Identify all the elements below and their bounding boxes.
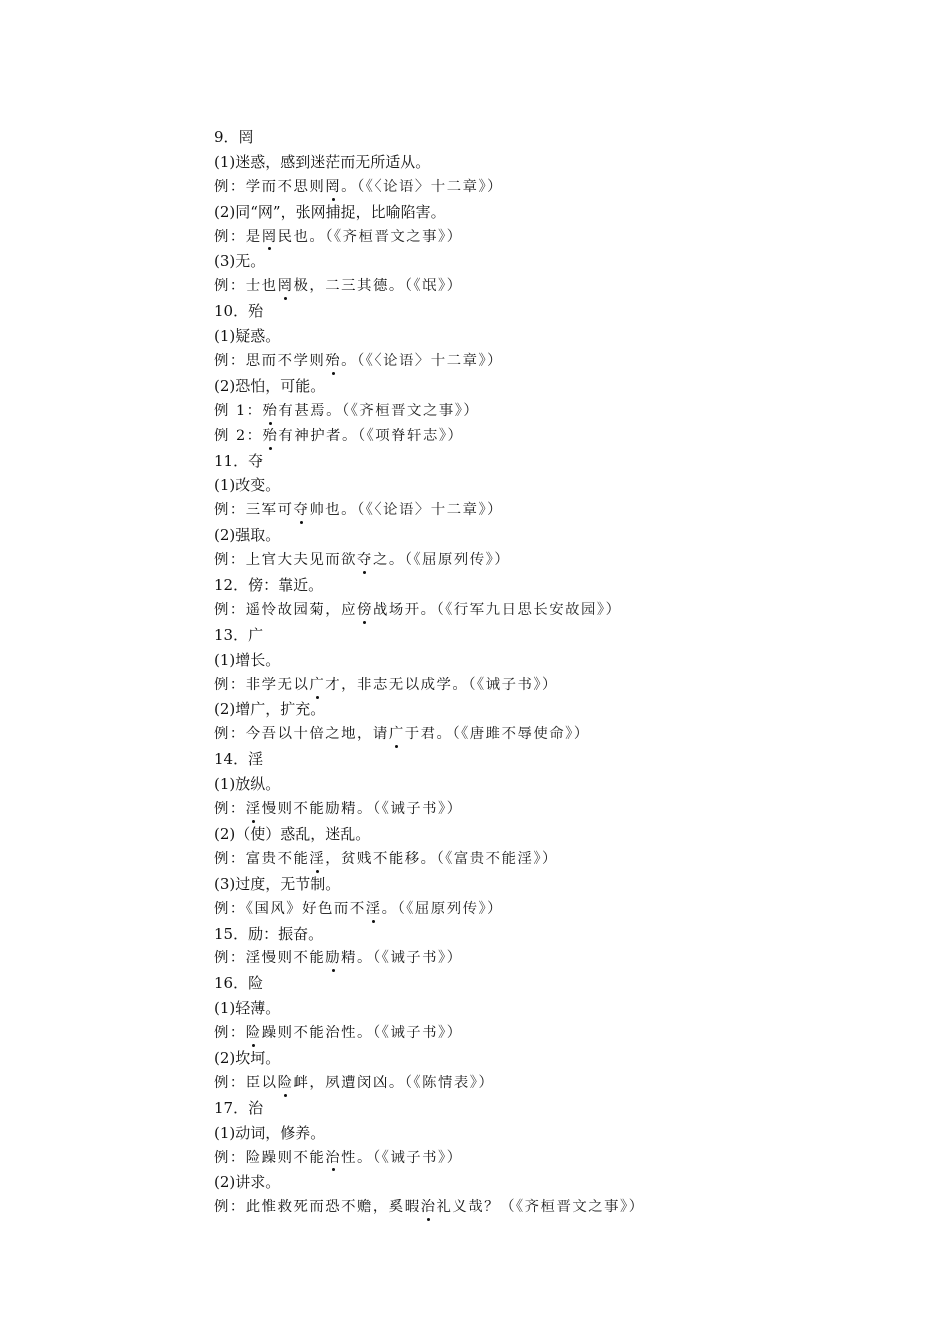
example-line — [214, 175, 914, 200]
example-text: 性。 — [341, 1149, 373, 1166]
example-text: 例： — [214, 801, 246, 818]
example-text: 例：富贵不能 — [214, 850, 310, 867]
definition-line: (1)放纵。 — [214, 775, 281, 794]
example-text: 例：险躁则不能 — [214, 1149, 326, 1166]
example-text: 例：三军可 — [214, 502, 294, 519]
emphasized-character: 罔 — [325, 175, 341, 200]
emphasized-character: 殆 — [325, 349, 341, 374]
example-text: 。 — [381, 900, 398, 917]
definition-line: (1)疑惑。 — [214, 327, 281, 346]
emphasized-character: 傍 — [357, 598, 373, 623]
definition-line: (2)坎坷。 — [214, 1048, 281, 1067]
example-text: 。 — [341, 353, 358, 370]
example-text: 例：遥怜故园菊，应 — [214, 601, 358, 618]
entry-heading: 11．夺 — [214, 451, 264, 470]
example-text: 衅，夙遭闵凶。 — [293, 1074, 405, 1091]
source-citation: （《诫子书》） — [372, 1025, 463, 1042]
example-text: 有甚焉。 — [278, 402, 342, 419]
example-line — [214, 897, 914, 922]
entry-heading: 17．治 — [214, 1098, 264, 1117]
example-text: 有神护者。 — [278, 427, 358, 444]
definition-line: (1)动词，修养。 — [214, 1123, 326, 1142]
example-line — [214, 1195, 914, 1220]
definition-line: (1)增长。 — [214, 650, 281, 669]
entry-heading: 15．励：振奋。 — [214, 924, 324, 943]
emphasized-character: 广 — [309, 673, 325, 698]
emphasized-character: 广 — [389, 722, 405, 747]
example-text: 战场开。 — [372, 601, 437, 618]
document-body — [214, 125, 914, 1220]
emphasized-character: 殆 — [263, 399, 279, 424]
example-line — [214, 598, 914, 623]
emphasized-character: 夺 — [293, 498, 309, 523]
example-line — [214, 847, 914, 872]
definition-line: (2)恐怕，可能。 — [214, 376, 326, 395]
example-line — [214, 946, 914, 971]
source-citation: （《唐雎不辱使命》） — [452, 726, 590, 743]
source-citation: （《行军九日思长安故园》） — [436, 601, 622, 618]
definition-line: (3)无。 — [214, 252, 266, 271]
example-text: 慢则不能励精。 — [261, 801, 373, 818]
emphasized-character: 治 — [325, 1146, 341, 1171]
example-text: 礼义哉？ — [436, 1199, 501, 1216]
definition-line: (1)轻薄。 — [214, 999, 281, 1018]
example-line — [214, 722, 914, 747]
source-citation: （《齐桓晋文之事》） — [342, 402, 480, 419]
source-citation: （《诫子书》） — [372, 801, 463, 818]
emphasized-character: 淫 — [309, 847, 325, 872]
emphasized-character: 殆 — [263, 424, 279, 449]
definition-line: (1)迷惑，感到迷茫而无所适从。 — [214, 152, 431, 171]
example-line — [214, 673, 914, 698]
source-citation: （《项脊轩志》） — [357, 427, 464, 444]
source-citation: （《〈论语〉十二章》） — [357, 178, 504, 195]
example-text: 帅也。 — [309, 502, 358, 519]
definition-line: (1)改变。 — [214, 476, 281, 495]
source-citation: （《〈论语〉十二章》） — [357, 502, 504, 519]
source-citation: （《富贵不能淫》） — [436, 850, 558, 867]
entry-heading: 12．傍：靠近。 — [214, 576, 324, 595]
example-text: 例：学而不思则 — [214, 178, 326, 195]
emphasized-character: 淫 — [246, 797, 262, 822]
example-line — [214, 1146, 914, 1171]
example-text: 躁则不能治性。 — [261, 1025, 373, 1042]
example-line — [214, 274, 914, 299]
example-text: 于君。 — [404, 726, 453, 743]
emphasized-character: 罔 — [278, 274, 294, 299]
example-text: 极，二三其德。 — [293, 278, 405, 295]
emphasized-character: 罔 — [262, 225, 278, 250]
source-citation: （《齐桓晋文之事》） — [500, 1199, 645, 1216]
source-citation: （《诫子书》） — [468, 676, 558, 693]
source-citation: （《陈情表》） — [404, 1074, 495, 1091]
emphasized-character: 治 — [421, 1195, 437, 1220]
example-text: 例：上官大夫见而欲 — [214, 552, 358, 569]
example-line — [214, 349, 914, 374]
entry-heading: 16．险 — [214, 974, 264, 993]
example-text: 例：今吾以十倍之地，请 — [214, 726, 389, 743]
example-text: 例：淫慢则不能 — [214, 950, 326, 967]
entry-heading: 13．广 — [214, 625, 264, 644]
source-citation: （《屈原列传》） — [404, 552, 511, 569]
emphasized-character: 淫 — [366, 897, 382, 922]
emphasized-character: 险 — [278, 1071, 294, 1096]
example-text: 例：臣以 — [214, 1074, 278, 1091]
example-line — [214, 498, 914, 523]
example-line — [214, 1071, 914, 1096]
example-line — [214, 1021, 914, 1046]
definition-line: (2)讲求。 — [214, 1173, 281, 1192]
example-line — [214, 225, 914, 250]
definition-line: (2)同“网”，张网捕捉，比喻陷害。 — [214, 202, 446, 221]
example-text: 例：是 — [214, 228, 262, 245]
example-text: 例 1： — [214, 402, 263, 419]
source-citation: （《屈原列传》） — [397, 900, 504, 917]
example-text: 民也。 — [277, 228, 326, 245]
example-text: 之。 — [372, 552, 405, 569]
definition-line: (2)（使）惑乱，迷乱。 — [214, 824, 371, 843]
definition-line: (2)强取。 — [214, 526, 281, 545]
example-text: 例：思而不学则 — [214, 353, 326, 370]
entry-heading: 9．罔 — [214, 128, 254, 146]
example-line — [214, 797, 914, 822]
example-text: ，贫贱不能移。 — [325, 850, 437, 867]
emphasized-character: 夺 — [357, 548, 373, 573]
source-citation: （《诫子书》） — [372, 1149, 463, 1166]
entry-heading: 10．殆 — [214, 302, 264, 321]
emphasized-character: 险 — [246, 1021, 262, 1046]
example-text: 例：非学无以 — [214, 676, 310, 693]
source-citation: （《〈论语〉十二章》） — [357, 353, 504, 370]
example-text: 例：《国风》好色而不 — [214, 900, 366, 917]
example-text: 精。 — [341, 950, 373, 967]
example-line — [214, 548, 914, 573]
source-citation: （《诫子书》） — [372, 950, 463, 967]
example-text: 例：此惟救死而恐不赡，奚暇 — [214, 1199, 421, 1216]
source-citation: （《齐桓晋文之事》） — [325, 228, 463, 245]
example-text: 。 — [341, 178, 358, 195]
example-text: 例： — [214, 1025, 246, 1042]
definition-line: (2)增广，扩充。 — [214, 700, 326, 719]
example-text: 例 2： — [214, 427, 263, 444]
definition-line: (3)过度，无节制。 — [214, 874, 341, 893]
emphasized-character: 励 — [325, 946, 341, 971]
example-line — [214, 424, 914, 449]
source-citation: （《氓》） — [404, 278, 463, 295]
example-line — [214, 399, 914, 424]
entry-heading: 14．淫 — [214, 750, 264, 769]
example-text: 才，非志无以成学。 — [325, 676, 469, 693]
example-text: 例：士也 — [214, 278, 278, 295]
